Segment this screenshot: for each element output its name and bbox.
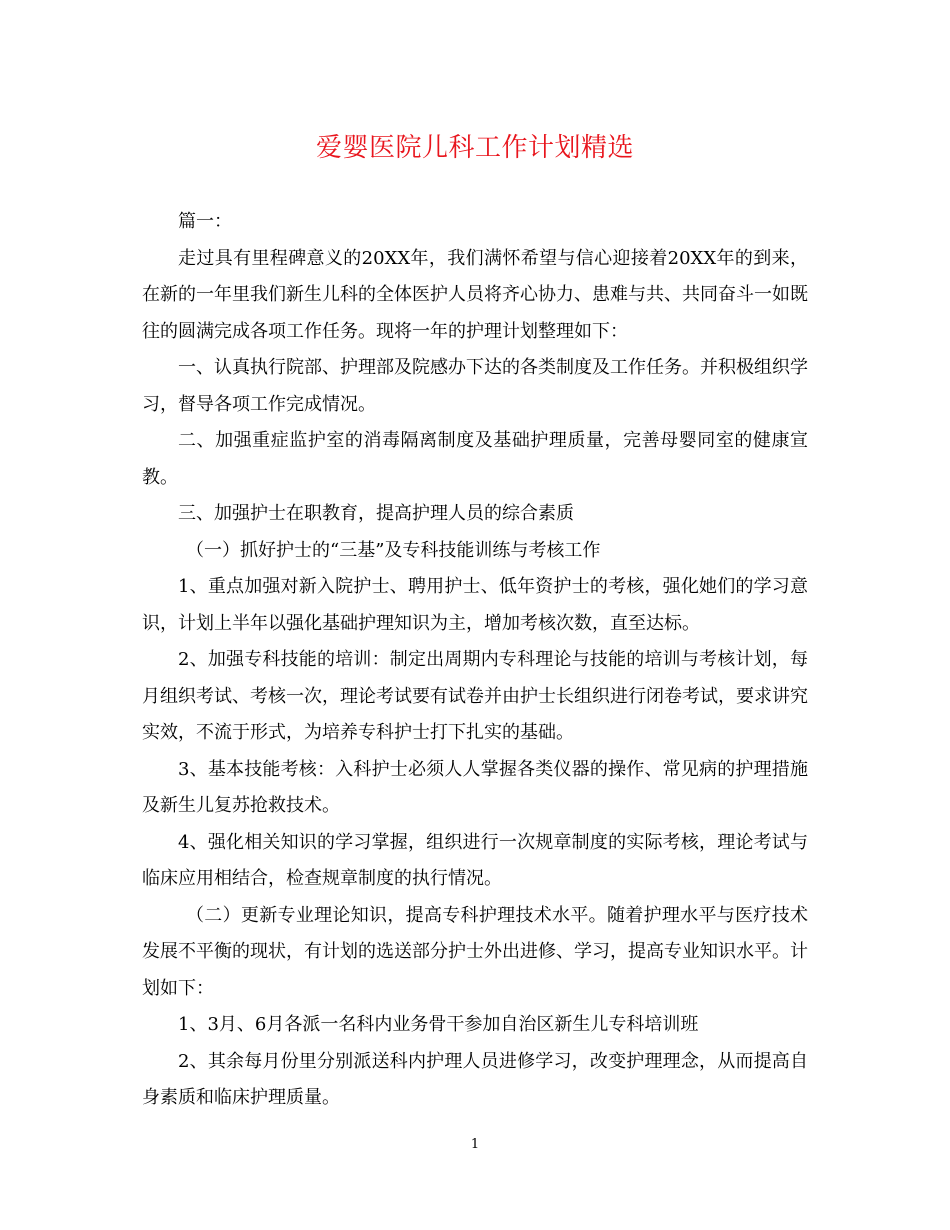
paragraph-item-2: 二、加强重症监护室的消毒隔离制度及基础护理质量，完善母婴同室的健康宣教。	[142, 430, 808, 488]
paragraph-item-3: 三、加强护士在职教育，提高护理人员的综合素质	[178, 503, 574, 524]
paragraph-sub-item-4: 4、强化相关知识的学习掌握，组织进行一次规章制度的实际考核，理论考试与临床应用相结合，检查规章制度的执行情况。	[142, 831, 808, 889]
document-title: 爱婴医院儿科工作计划精选	[315, 133, 634, 163]
paragraph-sub-item-2: 2、加强专科技能的培训：制定出周期内专科理论与技能的培训与考核计划，每月组织考试、考核一次，理论考试要有试卷并由护士长组织进行闭卷考试，要求讲究实效，不流于形式，为培养专科护士打下扎实的基础。	[142, 649, 808, 743]
page-number: 1	[470, 1137, 480, 1152]
paragraph-item-1: 一、认真执行院部、护理部及院感办下达的各类制度及工作任务。并积极组织学习，督导各项工作完成情况。	[142, 357, 808, 415]
paragraph-section-label: 篇一：	[178, 211, 232, 232]
paragraph-sub-item-1: 1、重点加强对新入院护士、聘用护士、低年资护士的考核，强化她们的学习意识，计划上半年以强化基础护理知识为主，增加考核次数，直至达标。	[142, 576, 808, 634]
paragraph-sub-item-3: 3、基本技能考核：入科护士必须人人掌握各类仪器的操作、常见病的护理措施及新生儿复苏抢救技术。	[142, 758, 808, 816]
paragraph-plan-item-1: 1、3月、6月各派一名科内业务骨干参加自治区新生儿专科培训班	[178, 1014, 699, 1035]
paragraph-subsection-2: （二）更新专业理论知识，提高专科护理技术水平。随着护理水平与医疗技术发展不平衡的现状，有计划的选送部分护士外出进修、学习，提高专业知识水平。计划如下：	[142, 904, 808, 999]
paragraph-subsection-1: （一）抓好护士的“三基”及专科技能训练与考核工作	[186, 539, 601, 561]
paragraph-plan-item-2: 2、其余每月份里分别派送科内护理人员进修学习，改变护理理念，从而提高自身素质和临床护理质量。	[142, 1050, 808, 1108]
paragraph-intro: 走过具有里程碑意义的20XX年，我们满怀希望与信心迎接着20XX年的到来，在新的一年里我们新生儿科的全体医护人员将齐心协力、患难与共、共同奋斗一如既往的圆满完成各项工作任务。现将一年的护理计划整理如下：	[142, 247, 808, 342]
document-body	[142, 204, 808, 1117]
